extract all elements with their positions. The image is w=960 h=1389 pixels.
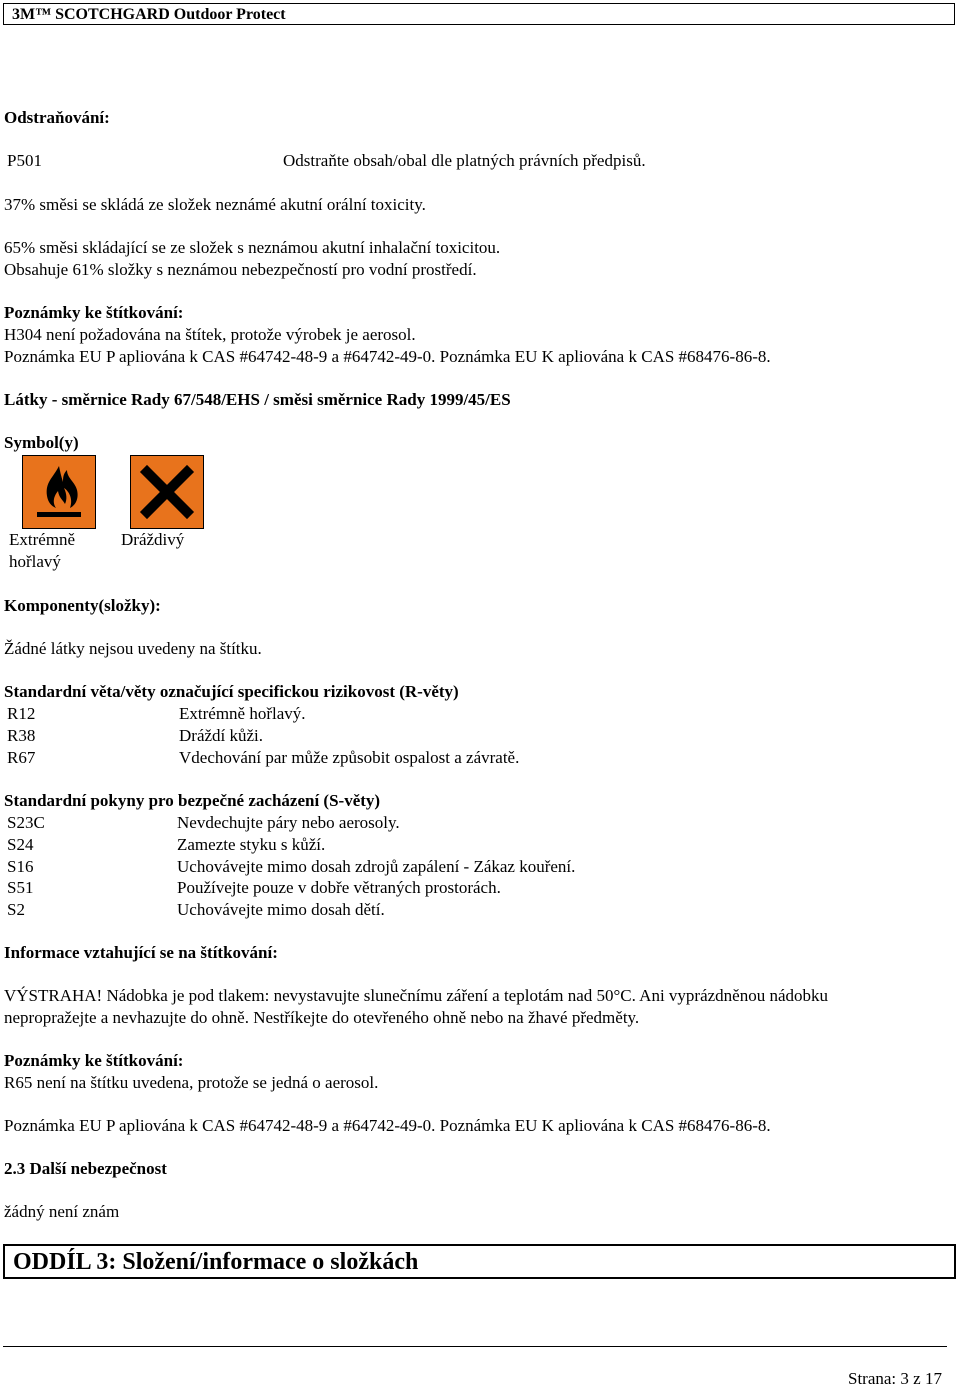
r-phrase-text: Extrémně hořlavý. <box>179 704 306 723</box>
document-header <box>3 3 955 25</box>
flammable-label-line2: hořlavý <box>9 552 61 571</box>
footer-divider <box>3 1346 947 1347</box>
labeling-note-line: H304 není požadována na štítek, protože výrobek je aerosol. <box>4 325 416 344</box>
r-phrases-heading: Standardní věta/věty označující specifickou rizikovost (R-věty) <box>4 682 459 701</box>
s-phrase-row <box>7 878 501 898</box>
components-heading: Komponenty(složky): <box>4 596 161 615</box>
section-3-header <box>3 1244 956 1279</box>
s-phrase-code: S2 <box>7 900 25 919</box>
r-phrase-row <box>7 748 519 768</box>
irritant-pictogram <box>130 455 204 529</box>
s-phrase-code: S23C <box>7 813 45 832</box>
labeling-notes-heading: Poznámky ke štítkování: <box>4 1051 184 1070</box>
s-phrase-row <box>7 813 400 833</box>
directive-heading: Látky - směrnice Rady 67/548/EHS / směsi směrnice Rady 1999/45/ES <box>4 390 511 409</box>
r-phrase-row <box>7 726 263 746</box>
other-hazards-heading: 2.3 Další nebezpečnost <box>4 1159 167 1178</box>
note-oral-toxicity: 37% směsi se skládá ze složek neznámé akutní orální toxicity. <box>4 195 426 214</box>
labeling-note-line: Poznámka EU P apliována k CAS #64742-48-9 a #64742-49-0. Poznámka EU K apliována k CAS #68476-86-8. <box>4 347 771 366</box>
label-info-line: VÝSTRAHA! Nádobka je pod tlakem: nevystavujte slunečnímu záření a teplotám nad 50°C. Ani vyprázdněnou nádobku <box>4 986 829 1005</box>
r-phrase-code: R12 <box>7 704 36 723</box>
document-title: 3M™ SCOTCHGARD Outdoor Protect <box>12 6 286 23</box>
components-text: Žádné látky nejsou uvedeny na štítku. <box>4 639 262 658</box>
r-phrase-text: Vdechování par může způsobit ospalost a závratě. <box>179 748 520 767</box>
section-3-title: ODDÍL 3: Složení/informace o složkách <box>13 1249 419 1275</box>
s-phrase-text: Zamezte styku s kůží. <box>177 835 326 854</box>
irritant-label: Dráždivý <box>121 530 185 549</box>
s-phrase-text: Nevdechujte páry nebo aerosoly. <box>177 813 400 832</box>
x-cross-icon <box>131 456 203 528</box>
labeling-note-line: R65 není na štítku uvedena, protože se jedná o aerosol. <box>4 1073 379 1092</box>
s-phrases-heading: Standardní pokyny pro bezpečné zacházení (S-věty) <box>4 791 381 810</box>
disposal-heading: Odstraňování: <box>4 108 110 127</box>
symbols-heading: Symbol(y) <box>4 433 79 452</box>
s-phrase-row <box>7 835 325 855</box>
disposal-code: P501 <box>7 151 42 170</box>
labeling-notes-heading: Poznámky ke štítkování: <box>4 303 184 322</box>
r-phrase-row <box>7 704 306 724</box>
s-phrase-code: S51 <box>7 878 34 897</box>
s-phrase-text: Používejte pouze v dobře větraných prostorách. <box>177 878 501 897</box>
s-phrase-text: Uchovávejte mimo dosah dětí. <box>177 900 385 919</box>
label-info-line: nepropražejte a nevhazujte do ohně. Nestříkejte do otevřeného ohně nebo na žhavé předměty. <box>4 1008 640 1027</box>
note-inhalation-toxicity: 65% směsi skládající se ze složek s neznámou akutní inhalační toxicitou. <box>4 238 501 257</box>
s-phrase-code: S16 <box>7 857 34 876</box>
note-aquatic: Obsahuje 61% složky s neznámou nebezpečností pro vodní prostředí. <box>4 260 477 279</box>
s-phrase-text: Uchovávejte mimo dosah zdrojů zapálení - Zákaz kouření. <box>177 857 576 876</box>
r-phrase-text: Dráždí kůži. <box>179 726 264 745</box>
disposal-text: Odstraňte obsah/obal dle platných právních předpisů. <box>283 151 646 170</box>
s-phrase-row <box>7 900 385 920</box>
r-phrase-code: R38 <box>7 726 36 745</box>
r-phrase-code: R67 <box>7 748 36 767</box>
label-info-heading: Informace vztahující se na štítkování: <box>4 943 278 962</box>
flame-icon <box>23 456 95 528</box>
flammable-label-line1: Extrémně <box>9 530 76 549</box>
page-number: Strana: 3 z 17 <box>848 1369 942 1388</box>
flammable-pictogram <box>22 455 96 529</box>
other-hazards-text: žádný není znám <box>4 1202 120 1221</box>
s-phrase-row <box>7 857 575 877</box>
s-phrase-code: S24 <box>7 835 34 854</box>
labeling-note-line: Poznámka EU P apliována k CAS #64742-48-9 a #64742-49-0. Poznámka EU K apliována k CAS #68476-86-8. <box>4 1116 771 1135</box>
